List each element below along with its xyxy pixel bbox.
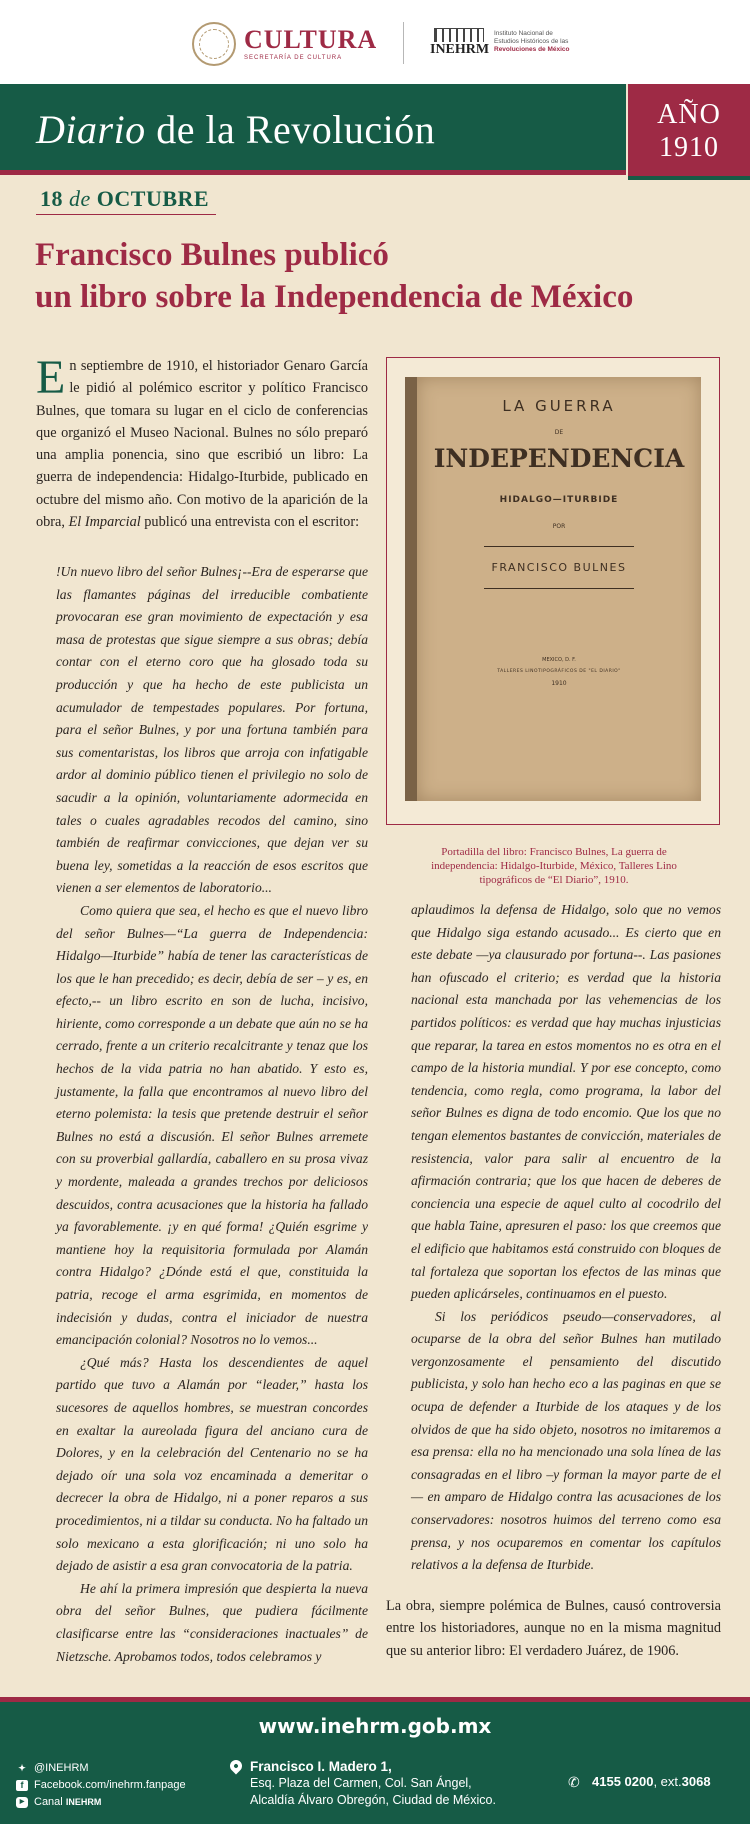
quote-paragraph: Si los periódicos pseudo—conservadores, al ocuparse de la obra del señor Bulnes han mutilado vergonzosamente el pensamiento del discutido publicista, y solo han hecho eco a las paginas en que se ocupa de defender a Iturbide de los ataques y de los olvidos de que ha sido objeto, nosotros no imitaremos a esa prensa: ella no ha mencionado una sola línea de las consagradas en el libro –y forman la mayor parte de el— en amparo de Hidalgo contra las acusaciones de los conservadores: nosotros huimos del terreno como esa prensa, y nos ocuparemos en comentar los capítulos relativos a la defensa de Iturbide. [411,1308,721,1573]
year-value: 1910 [659,132,719,163]
logo-bar [0,0,750,84]
book-cover-image [405,377,701,801]
quote-paragraph: ¿Qué más? Hasta los descendientes de aquel partido que tuvo a Alamán por “leader,” hasta los sucesores de aquellos hombres, se muestran concordes en exaltar la aureolada figura del anciano cura de Dolores, y en la celebración del Centenario no se ha dejado oír una sola voz encaminada a demeritar o decrecer la obra de Hidalgo, ni a poner reparos a sus procedimientos, ni a tildar su conducta. No ha faltado un solo mexicano a esta glorificación; ni uno solo ha dejado de asistir a esa gran convocatoria de la patria. [56,1354,368,1574]
intro-paragraph [36,351,368,533]
cover-de: DE [554,429,564,436]
book-figure [386,357,720,825]
footer [0,1697,750,1824]
youtube-icon: ▶ [16,1797,28,1808]
year-box [628,84,750,180]
date-day: 18 [40,186,63,211]
title-rest: de la Revolución [145,107,436,152]
inehrm-word: INEHRM [430,42,490,57]
cover-subtitle: HIDALGO—ITURBIDE [499,495,619,505]
phone-icon: ✆ [568,1773,580,1790]
headline [35,234,735,318]
twitter-handle: @INEHRM [34,1762,89,1774]
facebook-link[interactable] [16,1777,186,1794]
figure-caption: Portadilla del libro: Francisco Bulnes, La guerra de independencia: Hidalgo-Iturbide, México, Talleres Lino tipográficos de “El Diario”, 1910. [431,846,677,886]
address-line-3: Alcaldía Álvaro Obregón, Ciudad de México. [250,1793,496,1807]
address-line-1: Francisco I. Madero 1, [250,1759,392,1774]
youtube-link[interactable] [16,1794,186,1811]
twitter-icon: ✦ [18,1763,26,1773]
cover-rule [484,546,634,547]
quote-right-column [411,899,721,1577]
intro-newspaper: El Imparcial [68,514,141,531]
header-band [0,84,626,175]
social-links [16,1760,186,1811]
cultura-sub: SECRETARÍA DE CULTURA [244,55,343,61]
phone-ext-label: , ext. [653,1774,682,1789]
headline-line-1: Francisco Bulnes publicó [35,237,389,273]
coat-of-arms-icon [192,22,236,66]
location-pin-icon [228,1758,245,1775]
phone-ext: 3068 [681,1774,711,1789]
address-line-2: Esq. Plaza del Carmen, Col. San Ángel, [250,1776,472,1790]
inehrm-fullname [494,30,604,54]
quote-paragraph: He ahí la primera impresión que despierta la nueva obra del señor Bulnes, que pudiera fácilmente clasificarse entre las “consideraciones inactuales” de Nietzsche. Aprobamos todos, todos celebramos y [56,1580,368,1664]
cultura-word: CULTURA [244,25,378,54]
youtube-name: INEHRM [65,1797,102,1807]
cover-title-main: INDEPENDENCIA [433,444,685,473]
youtube-label: Canal [34,1796,63,1808]
twitter-link[interactable] [16,1760,186,1777]
building-columns-icon [434,28,484,42]
cover-por: POR [552,523,566,530]
date-line [40,186,209,212]
inehrm-line-3: Revoluciones de México [494,46,570,53]
facebook-icon: f [16,1780,28,1791]
cover-year: 1910 [551,680,567,687]
cultura-logo [192,22,377,66]
phone[interactable] [568,1774,711,1789]
intro-text-2: publicó una entrevista con el escritor: [140,514,360,531]
cover-press: TALLERES LINOTIPOGRÁFICOS DE "EL DIARIO" [497,669,621,674]
quote-paragraph: !Un nuevo libro del señor Bulnes¡--Era de esperarse que las flamantes páginas del irreducible combatiente provocaran ese gran movimiento de expectación y esa masa de protestas que sigue siempre a sus obras; debía contar con el eterno coro que ha glosado toda su producción y que ha hecho de este publicista un acumulador de tempestades populares. Por fortuna, para el señor Bulnes, y por una fortuna también para sus comentaristas, los libros que arroja con infatigable ardor al dominio público tienen el privilegio no solo de sacudir a la opinión, voluntariamente adormecida en tales o cuales agradables recodos del camino, sino también de reafirmar convicciones, que dejan ver su buena ley, sometidas a la reacción de esos escritos que vienen a ser elementos de laboratorio... [56,564,368,896]
date-underline [36,214,216,215]
headline-line-2: un libro sobre la Independencia de México [35,279,634,315]
inehrm-line-1: Instituto Nacional de [494,30,553,37]
address [250,1758,496,1809]
year-label: AÑO [657,99,721,130]
cover-city: MEXICO, D. F. [542,657,576,663]
quote-paragraph: aplaudimos la defensa de Hidalgo, solo que no vemos que Hidalgo siga estando acusado... Es cierto que en este debate —ya clausurado por fortuna--. Las pasiones han ofuscado el criterio; es verdad que la historia nacional esta manchada por las vehemencias de los partidos políticos: es verdad que hay muchas injusticias que reparar, la tarea en estos momentos no es otra en el campo de la historia mundial. Y por ese concepto, como tendencia, como regla, como programa, la labor del señor Bulnes es digna de todo encomio. Que los que no tengan elementos bastantes de convicción, materiales de resistencia, valor para salir al encuentro de la afirmación contraria; que los que hacen de deberes de conciencia una especie de aquel culto al cocodrilo del que habla Taine, apresuren el paso: los que creemos que el edificio que habitamos está construido con bloques de tal fortaleza que soportan los efectos de las minas que pueden aplicárseles, continuamos en el puesto. [411,902,721,1302]
logo-divider [403,22,404,64]
cover-author: FRANCISCO BULNES [491,561,627,574]
quote-left-column [56,561,368,1668]
website-link[interactable]: www.inehrm.gob.mx [258,1714,492,1738]
cover-title-top: LA GUERRA [502,397,616,415]
year-box-accent [628,176,750,180]
date-month: OCTUBRE [96,186,210,211]
closing-paragraph: La obra, siempre polémica de Bulnes, causó controversia entre los historiadores, aunque no en la misma magnitud que su anterior libro: El verdadero Juárez, de 1906. [386,1598,721,1659]
publication-title [36,106,435,153]
cover-rule [484,588,634,589]
title-italic: Diario [36,107,146,152]
drop-cap: E [36,351,66,404]
inehrm-line-2: Estudios Históricos de las [494,38,569,45]
quote-paragraph: Como quiera que sea, el hecho es que el nuevo libro del señor Bulnes—“La guerra de Independencia: Hidalgo—Iturbide” había de tener las características de los que le han precedido; es decir, debía de ser – y es, en efecto,-- un libro escrito en son de lucha, incisivo, hiriente, como corresponde a un debate que aún no se ha cerrado, frente a un criterio recalcitrante y tenaz que los hechos de la vida patria no han abatido. Y esto es, justamente, la falla que encontramos al nuevo libro del eterno polemista: la tesis que pretende destruir el señor Bulnes no está a discusión. El señor Bulnes arremete con su proverbial gallardía, caballero en su prosa vivaz y mordente, maleada a grandes trechos por deliciosos descuidos, contra acusaciones que la historia ha fallado ya favorablemente. ¡y en qué forma! ¿Quién esgrime y mantiene hoy la requisitoria formulada por Alamán contra Hidalgo? ¿Dónde está el que, constituida la patria, recoge el arma esgrimida, en momentos de indecisión y dudas, contra el iniciador de nuestra emancipación colonial? Nosotros no lo vemos... [56,902,368,1348]
phone-number: 4155 0200 [592,1774,654,1789]
date-de: de [69,186,91,211]
inehrm-logo [430,26,604,58]
facebook-url: Facebook.com/inehrm.fanpage [34,1779,186,1791]
intro-text-1: n septiembre de 1910, el historiador Genaro García le pidió al polémico escritor y político Francisco Bulnes, que tomara su lugar en el ciclo de conferencias que organizó el Museo Nacional. Bulnes no sólo preparó una amplia ponencia, sino que escribió un libro: La guerra de independencia: Hidalgo-Iturbide, publicado en octubre del mismo año. Con motivo de la aparición de la obra, [36,358,368,531]
